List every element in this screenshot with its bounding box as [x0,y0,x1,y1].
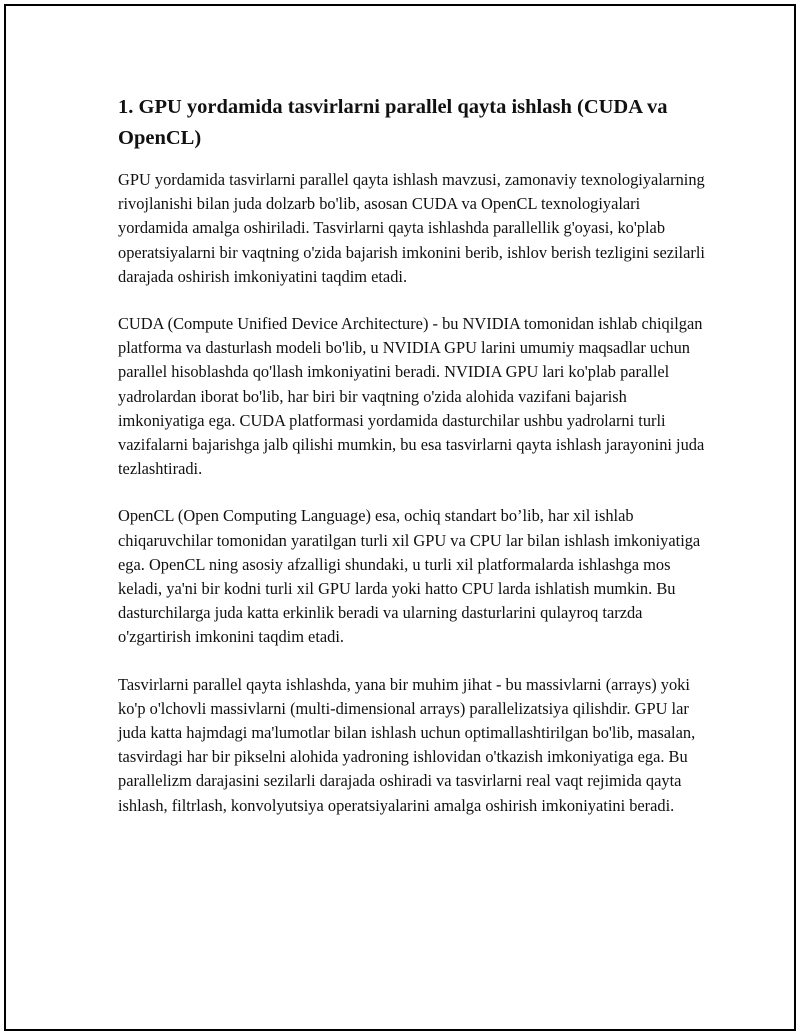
paragraph-intro: GPU yordamida tasvirlarni parallel qayta ishlash mavzusi, zamonaviy texnologiyalarning rivojlanishi bilan juda dolzarb bo'lib, asosan CUDA va OpenCL texnologiyalari yordamida amalga oshiriladi. Tasvirlarni qayta ishlashda parallellik g'oyasi, ko'plab operatsiyalarni bir vaqtning o'zida bajarish imkonini berib, ishlov berish tezligini sezilarli darajada oshirish imkoniyatini taqdim etadi. [118,170,705,286]
paragraph-opencl: OpenCL (Open Computing Language) esa, ochiq standart bo’lib, har xil ishlab chiqaruvchilar tomonidan yaratilgan turli xil GPU va CPU lar bilan ishlash imkoniyatiga ega. OpenCL ning asosiy afzalligi shundaki, u turli xil platformalarda ishlashga mos keladi, ya'ni bir kodni turli xil GPU larda yoki hatto CPU larda ishlatish mumkin. Bu dasturchilarga juda katta erkinlik beradi va ularning dasturlarini qulayroq tarzda o'zgartirish imkonini taqdim etadi. [118,506,701,647]
section-heading: 1. GPU yordamida tasvirlarni parallel qayta ishlash (CUDA va OpenCL) [118,96,668,149]
paragraph-arrays: Tasvirlarni parallel qayta ishlashda, yana bir muhim jihat - bu massivlarni (arrays) yoki ko'p o'lchovli massivlarni (multi-dimensional arrays) parallelizatsiya qilishdir. GPU lar juda katta hajmdagi ma'lumotlar bilan ishlash uchun optimallashtirilgan bo'lib, masalan, tasvirdagi har bir pikselni alohida yadroning ishlovidan o'tkazish imkoniyatiga ega. Bu parallelizm darajasini sezilarli darajada oshiradi va tasvirlarni real vaqt rejimida qayta ishlash, filtrlash, konvolyutsiya operatsiyalarini amalga oshirish imkoniyatini beradi. [118,674,696,815]
document-body [118,92,708,841]
paragraph-cuda: CUDA (Compute Unified Device Architecture) - bu NVIDIA tomonidan ishlab chiqilgan platforma va dasturlash modeli bo'lib, u NVIDIA GPU larini umumiy maqsadlar uchun parallel hisoblashda qo'llash imkoniyatini beradi. NVIDIA GPU lari ko'plab parallel yadrolardan iborat bo'lib, har biri bir vaqtning o'zida alohida vazifani bajarish imkoniyatiga ega. CUDA platformasi yordamida dasturchilar ushbu yadrolarni turli vazifalarni bajarishga jalb qilishi mumkin, bu esa tasvirlarni qayta ishlash jarayonini juda tezlashtiradi. [118,314,705,479]
